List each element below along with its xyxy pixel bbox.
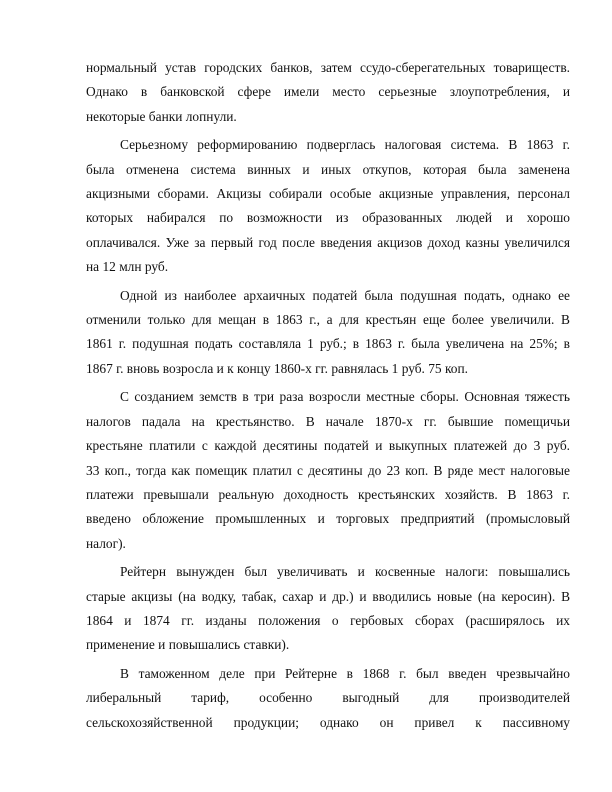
text-line: Рейтерн вынужден был увеличивать и косвенные налоги: повышались	[120, 564, 570, 580]
text-line: налог).	[86, 535, 126, 551]
text-line: платежи превышали реальную доходность крестьянских хозяйств. В 1863 г.	[86, 486, 570, 502]
text-line: 33 коп., тогда как помещик платил с десятины до 23 коп. В ряде мест налоговые	[86, 462, 570, 478]
text-line: либеральный тариф, особенно выгодный для производителей	[86, 690, 570, 706]
text-line: В таможенном деле при Рейтерне в 1868 г. был введен чрезвычайно	[120, 665, 570, 681]
paragraph-1	[86, 56, 570, 129]
text-line: Однако в банковской сфере имели место серьезные злоупотребления, и	[86, 84, 570, 100]
text-line: старые акцизы (на водку, табак, сахар и др.) и вводились новые (на керосин). В	[86, 588, 570, 604]
text-line: введено обложение промышленных и торговых предприятий (промысловый	[86, 511, 570, 527]
text-line: С созданием земств в три раза возросли местные сборы. Основная тяжесть	[120, 389, 570, 405]
text-line: некоторые банки лопнули.	[86, 108, 237, 124]
text-line: на 12 млн руб.	[86, 259, 169, 275]
text-line: крестьяне платили с каждой десятины податей и выкупных платежей до 3 руб.	[86, 438, 570, 454]
text-line: нормальный устав городских банков, затем ссудо-сберегательных товариществ.	[86, 60, 570, 75]
text-line: 1864 и 1874 гг. изданы положения о гербовых сборах (расширялось их	[86, 612, 570, 628]
text-line: акцизными сборами. Акцизы собирали особые акцизные управления, персонал	[86, 186, 570, 202]
paragraph-3	[86, 284, 570, 382]
text-line: применение и повышались ставки).	[86, 637, 290, 653]
document-page	[86, 56, 570, 735]
text-line: отменили только для мещан в 1863 г., а для крестьян еще более увеличили. В	[86, 312, 570, 328]
text-line: 1867 г. вновь возросла и к концу 1860-х гг. равнялась 1 руб. 75 коп.	[86, 360, 469, 376]
text-line: Серьезному реформированию подверглась налоговая система. В 1863 г.	[120, 137, 570, 153]
paragraph-4	[86, 385, 570, 556]
text-line: Одной из наиболее архаичных податей была подушная подать, однако ее	[120, 287, 570, 303]
paragraph-5	[86, 560, 570, 658]
text-line: оплачивался. Уже за первый год после введения акцизов доход казны увеличился	[86, 234, 570, 250]
text-line: которых набирался по возможности из образованных людей и хорошо	[86, 210, 570, 226]
text-line: налогов падала на крестьянство. В начале 1870-х гг. бывшие помещичьи	[86, 413, 570, 429]
text-line: 1861 г. подушная подать составляла 1 руб.; в 1863 г. была увеличена на 25%; в	[86, 336, 570, 352]
paragraph-6	[86, 662, 570, 735]
paragraph-2	[86, 133, 570, 279]
text-line: была отменена система винных и иных откупов, которая была заменена	[86, 161, 570, 177]
text-line: сельскохозяйственной продукции; однако он привел к пассивному	[86, 714, 570, 730]
